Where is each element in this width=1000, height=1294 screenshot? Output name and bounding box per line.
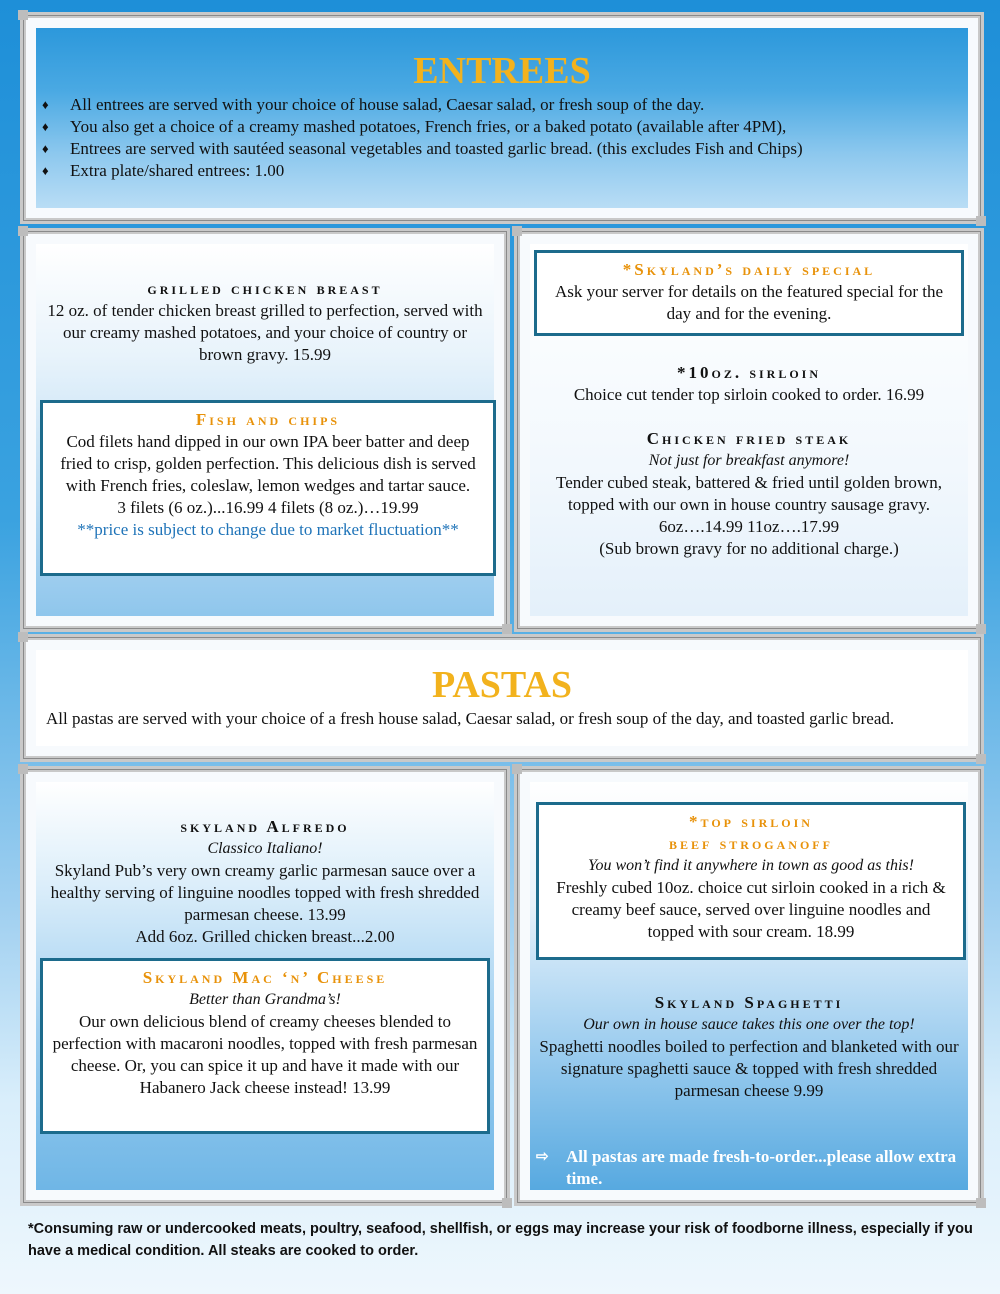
- entrees-left-panel: [36, 244, 494, 616]
- alfredo-desc: Skyland Pub’s very own creamy garlic parmesan sauce over a healthy serving of linguine noodles topped with fresh shredded parmesan cheese. 13.99: [50, 861, 480, 924]
- entrees-panel: [36, 28, 968, 208]
- diamond-bullet-icon: ♦: [42, 97, 49, 112]
- entrees-heading: ENTREES: [413, 50, 591, 92]
- spaghetti-tagline: Our own in house sauce takes this one over the top!: [583, 1016, 915, 1033]
- mac-desc: Our own delicious blend of creamy cheeses blended to perfection with macaroni noodles, topped with fresh parmesan cheese. Or, you can spice it up and have it made with our Habanero Jack cheese instead! 13.99: [52, 1012, 478, 1097]
- entrees-right-panel: [530, 244, 968, 616]
- pastas-frame: [20, 634, 984, 762]
- entrees-left-frame: [20, 228, 510, 632]
- alfredo-addon: Add 6oz. Grilled chicken breast...2.00: [135, 927, 395, 946]
- special-box: [534, 250, 964, 336]
- cfs-item: [534, 428, 964, 560]
- cfs-title: Chicken fried steak: [646, 429, 852, 448]
- fish-desc: Cod filets hand dipped in our own IPA beer batter and deep fried to crisp, golden perfection. This delicious dish is served with French fries, coleslaw, lemon wedges and tartar sauce.: [60, 432, 476, 495]
- stroganoff-title-line2: beef stroganoff: [669, 834, 833, 853]
- entrees-frame: [20, 12, 984, 224]
- fish-box: [40, 400, 496, 576]
- list-item: ♦ Entrees are served with sautéed seasonal vegetables and toasted garlic bread. (this excludes Fish and Chips): [42, 139, 803, 158]
- entrees-right-frame: [514, 228, 984, 632]
- alfredo-tagline: Classico Italiano!: [207, 840, 323, 857]
- alfredo-title: skyland Alfredo: [180, 817, 350, 836]
- stroganoff-box: [536, 802, 966, 960]
- spaghetti-desc: Spaghetti noodles boiled to perfection and blanketed with our signature spaghetti sauce & topped with fresh shredded parmesan cheese 9.99: [539, 1037, 959, 1100]
- spaghetti-item: [534, 992, 964, 1102]
- pastas-panel: [36, 650, 968, 746]
- pastas-right-panel: [530, 782, 968, 1190]
- stroganoff-tagline: You won’t find it anywhere in town as good as this!: [588, 857, 914, 874]
- fish-title: Fish and chips: [195, 410, 341, 429]
- fish-price-note: **price is subject to change due to market fluctuation**: [77, 520, 459, 539]
- pastas-heading: PASTAS: [431, 664, 573, 706]
- list-item: ♦ You also get a choice of a creamy mashed potatoes, French fries, or a baked potato (available after 4PM),: [42, 117, 787, 136]
- stroganoff-desc: Freshly cubed 10oz. choice cut sirloin cooked in a rich & creamy beef sauce, served over linguine noodles and topped with sour cream. 18.99: [556, 878, 946, 941]
- entrees-bullets: [36, 94, 968, 182]
- pastas-right-frame: [514, 766, 984, 1206]
- fish-prices: 3 filets (6 oz.)...16.99 4 filets (8 oz.)…19.99: [117, 498, 419, 517]
- list-item: ♦ Extra plate/shared entrees: 1.00: [42, 161, 285, 180]
- diamond-bullet-icon: ♦: [42, 119, 49, 134]
- chicken-desc: 12 oz. of tender chicken breast grilled to perfection, served with our creamy mashed potatoes, and your choice of country or brown gravy. 15.99: [47, 301, 483, 364]
- special-title: *Skyland’s daily special: [622, 260, 876, 279]
- pasta-note: [536, 1146, 960, 1190]
- cfs-tagline: Not just for breakfast anymore!: [648, 452, 850, 469]
- arrow-right-icon: ⇨: [536, 1149, 549, 1165]
- chicken-title: grilled chicken breast: [147, 279, 383, 298]
- cfs-desc: Tender cubed steak, battered & fried until golden brown, topped with our own in house country sausage gravy. 6oz….14.99 11oz….17.99: [556, 473, 942, 536]
- diamond-bullet-icon: ♦: [42, 141, 49, 156]
- alfredo-item: [40, 816, 490, 948]
- chicken-item: [42, 278, 488, 366]
- pasta-note-text: All pastas are made fresh-to-order...please allow extra time.: [566, 1147, 957, 1188]
- sirloin-item: [534, 362, 964, 406]
- mac-box: [40, 958, 490, 1134]
- sirloin-title: *10oz. sirloin: [676, 363, 822, 382]
- mac-title: Skyland Mac ‘n’ Cheese: [142, 968, 388, 987]
- footer-disclaimer: *Consuming raw or undercooked meats, poultry, seafood, shellfish, or eggs may increase your risk of foodborne illness, especially if you have a medical condition. All steaks are cooked to order.: [28, 1221, 973, 1259]
- sirloin-desc: Choice cut tender top sirloin cooked to order. 16.99: [573, 385, 925, 404]
- cfs-sub: (Sub brown gravy for no additional charge.): [599, 539, 899, 558]
- pastas-left-frame: [20, 766, 510, 1206]
- stroganoff-title-line1: *top sirloin: [689, 812, 813, 831]
- pastas-intro: All pastas are served with your choice of a fresh house salad, Caesar salad, or fresh soup of the day, and toasted garlic bread.: [46, 709, 895, 728]
- diamond-bullet-icon: ♦: [42, 163, 49, 178]
- mac-tagline: Better than Grandma’s!: [189, 991, 341, 1008]
- special-desc: Ask your server for details on the featured special for the day and for the evening.: [554, 282, 944, 323]
- spaghetti-title: Skyland Spaghetti: [654, 993, 844, 1012]
- pastas-left-panel: [36, 782, 494, 1190]
- list-item: ♦ All entrees are served with your choice of house salad, Caesar salad, or fresh soup of the day.: [42, 95, 705, 114]
